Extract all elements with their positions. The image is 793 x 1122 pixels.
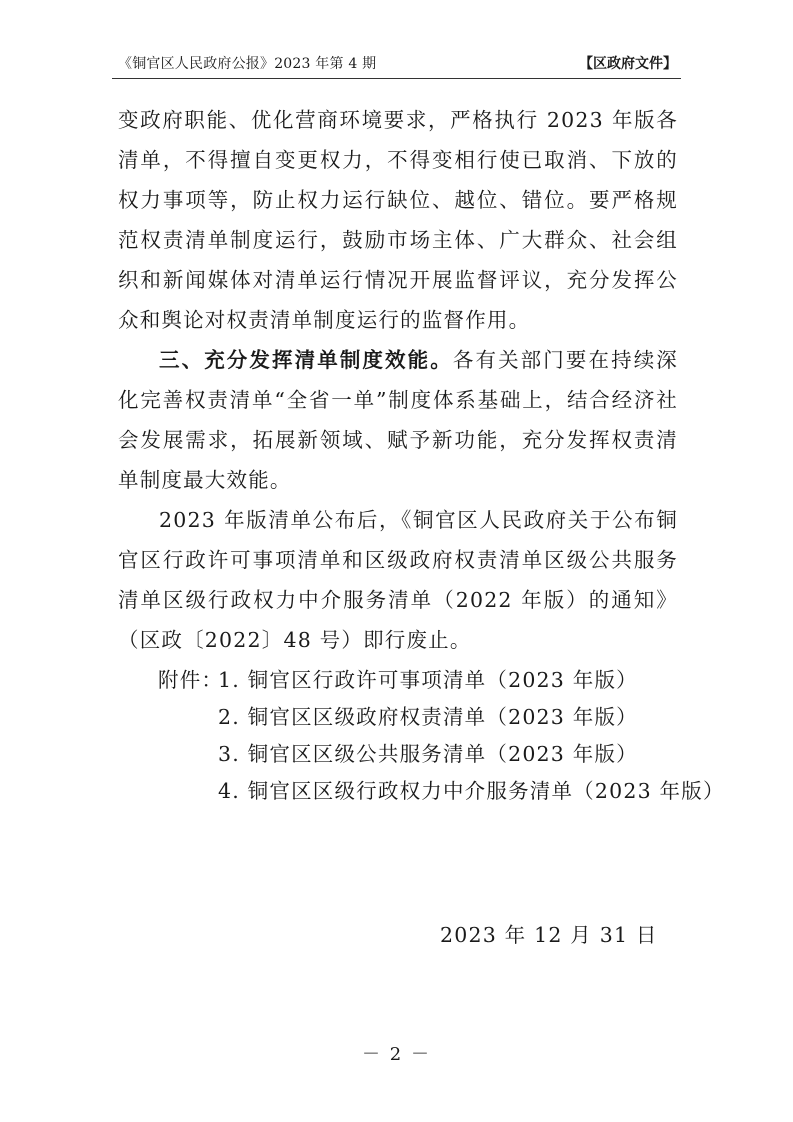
attachment-item-text: 3. 铜官区区级公共服务清单（2023 年版） [218,742,638,766]
paragraph-section-three [118,340,678,500]
section-text: 各有关部门要在持续深化完善权责清单“全省一单”制度体系基础上，结合经济社会发展需求，拓展新领域、赋予新功能，充分发挥权责清单制度最大效能。 [118,348,678,492]
paragraph-continuation: 变政府职能、优化营商环境要求，严格执行 2023 年版各清单，不得擅自变更权力，不得变相行使已取消、下放的权力事项等，防止权力运行缺位、越位、错位。要严格规范权责清单制度运行，鼓励市场主体、广大群众、社会组织和新闻媒体对清单运行情况开展监督评议，充分发挥公众和舆论对权责清单制度运行的监督作用。 [118,108,678,332]
paragraph-repeal-notice: 2023 年版清单公布后，《铜官区人民政府关于公布铜官区行政许可事项清单和区级政府权责清单区级公共服务清单区级行政权力中介服务清单（2022 年版）的通知》（区政〔2022〕48 号）即行废止。 [118,508,678,652]
attachment-item [118,699,725,736]
section-heading: 三、充分发挥清单制度效能。 [159,348,453,372]
attachment-item-text: 1. 铜官区行政许可事项清单（2023 年版） [218,668,638,692]
attachments-list [118,662,725,810]
bulletin-title: 《铜官区人民政府公报》2023 年第 4 期 [118,56,377,72]
page-header [112,52,681,76]
document-date: 2023 年 12 月 31 日 [440,923,658,947]
attachment-item [118,736,725,773]
page-number: － 2 － [362,1044,431,1065]
attachment-item [118,662,725,699]
document-body [118,100,678,660]
attachment-item-text: 2. 铜官区区级政府权责清单（2023 年版） [218,705,638,729]
section-label: 【区政府文件】 [579,56,677,72]
attachment-item-text: 4. 铜官区区级行政权力中介服务清单（2023 年版） [218,779,725,803]
attachment-item [118,773,725,810]
attachments-label: 附件： [158,668,224,692]
header-divider [112,78,681,79]
